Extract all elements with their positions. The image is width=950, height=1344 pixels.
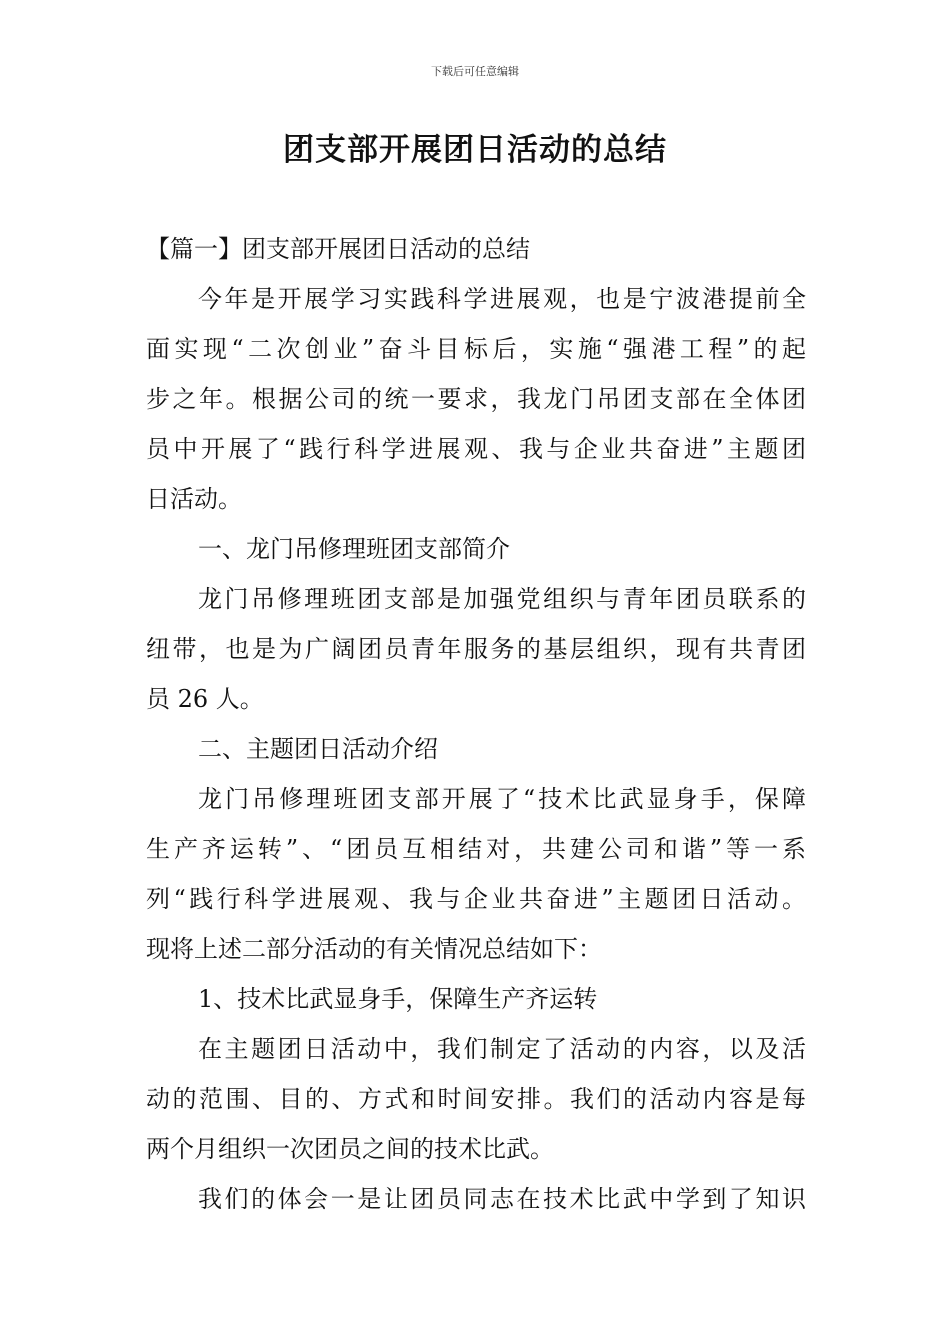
text-line: 在主题团日活动中，我们制定了活动的内容，以及活 bbox=[198, 1035, 806, 1063]
text-line: 我们的体会一是让团员同志在技术比武中学到了知识 bbox=[198, 1185, 806, 1213]
text-line: 现将上述二部分活动的有关情况总结如下： bbox=[146, 935, 602, 963]
text-line: 面实现“二次创业”奋斗目标后，实施“强港工程”的起 bbox=[146, 335, 806, 363]
text-line: 今年是开展学习实践科学进展观，也是宁波港提前全 bbox=[198, 285, 806, 313]
text-line: 一、龙门吊修理班团支部简介 bbox=[198, 535, 510, 563]
text-line: 纽带，也是为广阔团员青年服务的基层组织，现有共青团 bbox=[146, 635, 806, 663]
text-line: 两个月组织一次团员之间的技术比武。 bbox=[146, 1135, 554, 1163]
document-title: 团支部开展团日活动的总结 bbox=[283, 132, 667, 168]
text-line: 龙门吊修理班团支部开展了“技术比武显身手，保障 bbox=[198, 785, 806, 813]
text-line: 员 26 人。 bbox=[146, 685, 264, 713]
text-line: 生产齐运转”、“团员互相结对，共建公司和谐”等一系 bbox=[146, 835, 806, 863]
header-note: 下载后可任意编辑 bbox=[431, 65, 519, 78]
text-line: 列“践行科学进展观、我与企业共奋进”主题团日活动。 bbox=[146, 885, 806, 913]
text-line: 员中开展了“践行科学进展观、我与企业共奋进”主题团 bbox=[146, 435, 806, 463]
text-line: 日活动。 bbox=[146, 485, 242, 513]
text-line: 步之年。根据公司的统一要求，我龙门吊团支部在全体团 bbox=[146, 385, 806, 413]
text-line: 龙门吊修理班团支部是加强党组织与青年团员联系的 bbox=[198, 585, 806, 613]
document-body bbox=[146, 224, 806, 1224]
text-line: 二、主题团日活动介绍 bbox=[198, 735, 438, 763]
text-line: 【篇一】团支部开展团日活动的总结 bbox=[146, 235, 530, 263]
text-line: 动的范围、目的、方式和时间安排。我们的活动内容是每 bbox=[146, 1085, 806, 1113]
text-line: 1、技术比武显身手，保障生产齐运转 bbox=[198, 985, 598, 1013]
